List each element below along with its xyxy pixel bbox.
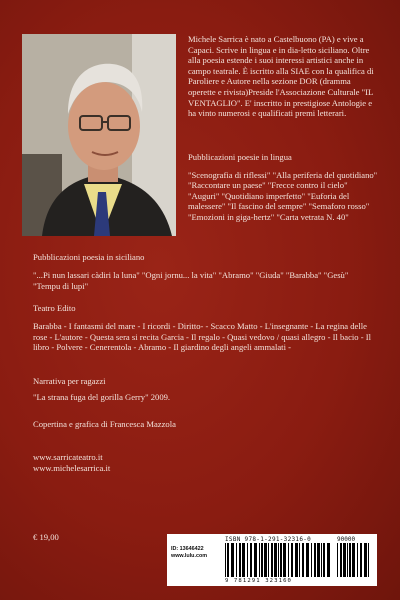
- author-photo: [22, 34, 176, 236]
- poetry-sicilian-list: "...Pi nun lassari càdiri la luna" "Ogni jornu... la vita" "Abramo" "Giuda" "Barabba" "Gesù" "Tempu di lupi": [33, 270, 349, 291]
- theatre-list: Barabba - I fantasmi del mare - I ricordi - Diritto- - Scacco Matto - L'insegnante - La regina delle rose - L'autore - Questa sera si recita Garcia - Il regalo - Quasi vedovo / quasi allegro - Il bacio - Il libro - Polvere - Cenerentola - Abramo - Il giardino degli angeli ammalati -: [33, 321, 371, 353]
- poetry-italian-heading: Pubblicazioni poesie in lingua: [188, 152, 292, 162]
- barcode-box: [167, 534, 377, 586]
- author-portrait-image: [22, 34, 176, 236]
- isbn-barcode-icon: [225, 543, 333, 577]
- price-code: 90000: [337, 536, 356, 543]
- website-link-1[interactable]: www.sarricateatro.it: [33, 452, 103, 462]
- author-bio: [188, 34, 376, 119]
- id-line: ID: 13646422: [171, 546, 204, 552]
- isbn-label: ISBN 978-1-291-32316-0: [225, 536, 312, 543]
- site-line: www.lulu.com: [171, 553, 208, 559]
- website-link-2[interactable]: www.michelesarrica.it: [33, 462, 111, 473]
- poetry-sicilian-heading: Pubblicazioni poesia in siciliano: [33, 252, 145, 262]
- narrative-heading: Narrativa per ragazzi: [33, 376, 106, 386]
- author-bio-text: Michele Sarrica è nato a Castelbuono (PA) e vive a Capaci. Scrive in lingua e in dia-letto siciliano. Oltre alla poesia estende i suoi interessi artistici anche in campo teatrale. È iscritto alla SIAE con la qualifica di Paroliere e Autore nella sezione DOR (dramma operette e rivista)Preside l'Associazione Culturale "IL VENTAGLIO". E' inscritto in prestigiose Antologie e ha vinto numerosi e qualificati premi letterari.: [188, 34, 374, 119]
- price-barcode-icon: [337, 543, 373, 577]
- price: € 19,00: [33, 532, 59, 542]
- websites: [33, 452, 373, 473]
- barcode-digits: 9 781291 323160: [225, 578, 293, 584]
- narrative-title: "La strana fuga del gorilla Gerry" 2009.: [33, 392, 171, 402]
- cover-credit: Copertina e grafica di Francesca Mazzola: [33, 419, 176, 429]
- poetry-italian-list: "Scenografia di riflessi" "Alla periferia del quotidiano" "Raccontare un paese" "Frecce contro il cielo" "Auguri" "Quotidiano imperfetto" "Euforia del malessere" "Il fascino del sempre" "Semaforo rosso" "Emozioni in giga-hertz" "Carta vetrata N. 40": [188, 170, 378, 222]
- theatre-heading: Teatro Edito: [33, 303, 76, 313]
- publisher-id: [171, 546, 221, 560]
